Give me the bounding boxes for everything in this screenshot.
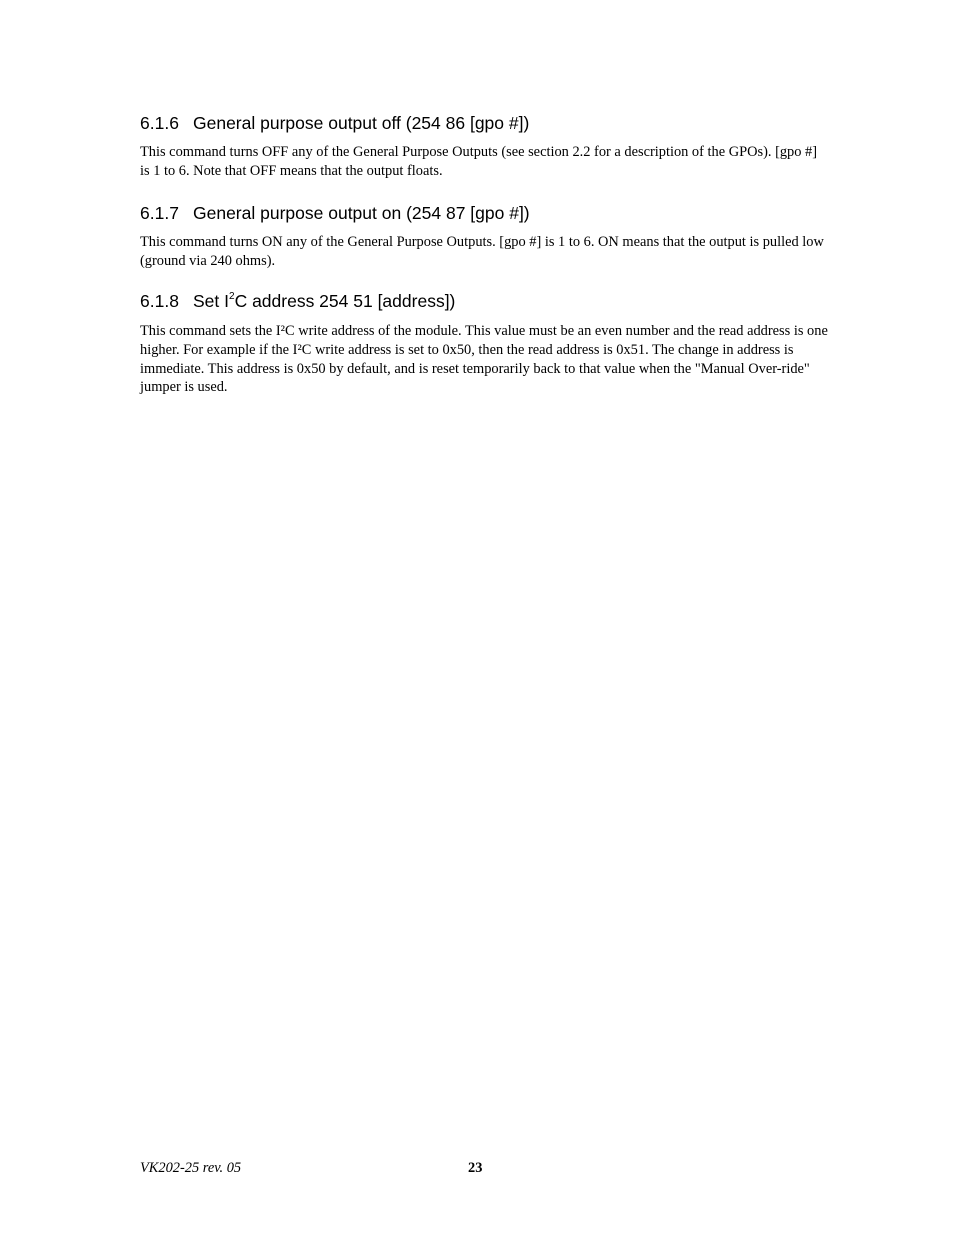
section-number: 6.1.7 [140,203,179,223]
section-body-6-1-6: This command turns OFF any of the General Purpose Outputs (see section 2.2 for a description of the GPOs). [gpo #] is 1 to 6. Note that OFF means that the output floats. [140,144,818,179]
footer-page-number: 23 [468,1160,483,1176]
section-title-suffix: C address 254 51 [address]) [234,291,456,311]
section-heading-6-1-6 [140,112,529,134]
footer-doc-id: VK202-25 rev. 05 [140,1160,242,1176]
section-title-prefix: Set I [193,291,229,311]
section-number: 6.1.8 [140,291,179,311]
section-heading-6-1-8 [140,290,455,312]
section-body-6-1-7: This command turns ON any of the General Purpose Outputs. [gpo #] is 1 to 6. ON means that the output is pulled low (ground via 240 ohms). [140,234,824,269]
section-title: General purpose output on (254 87 [gpo #]) [193,203,530,223]
section-heading-6-1-7 [140,202,530,224]
section-title-superscript: 2 [229,291,235,303]
section-number: 6.1.6 [140,113,179,133]
section-title: General purpose output off (254 86 [gpo #]) [193,113,530,133]
section-body-6-1-8: This command sets the I²C write address of the module. This value must be an even number and the read address is one higher. For example if the I²C write address is set to 0x50, then the read address is 0x51. The change in address is immediate. This address is 0x50 by default, and is reset temporarily back to that value when the "Manual Over-ride" jumper is used. [140,323,828,396]
